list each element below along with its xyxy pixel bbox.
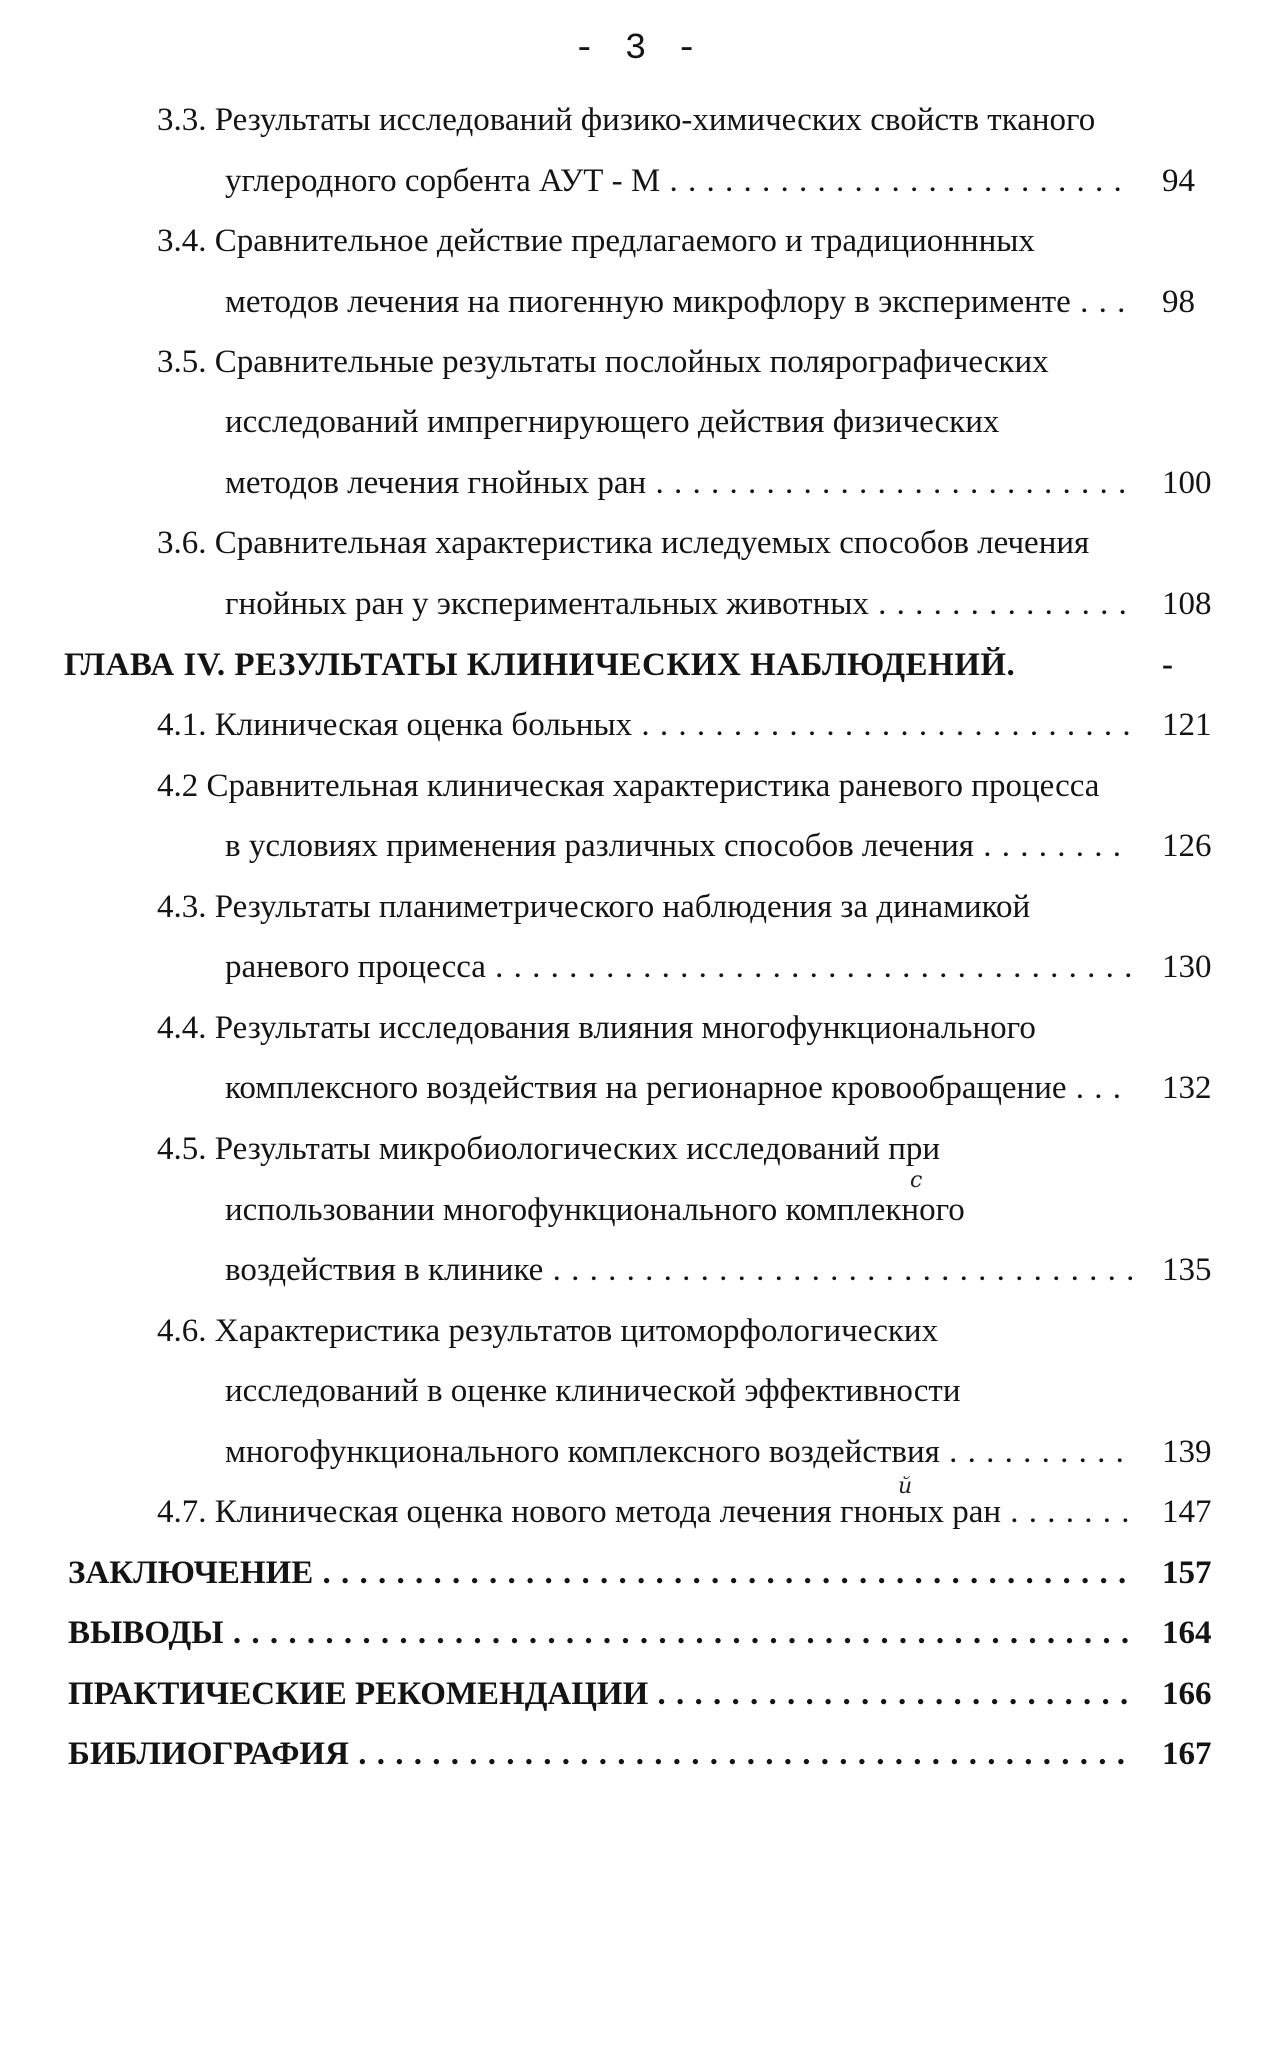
toc-entry-text: методов лечения на пиогенную микрофлору в эксперименте . . . — [225, 277, 1133, 327]
toc-entry-text: исследований импрегнирующего действия физических — [225, 404, 1000, 440]
toc-chapter-4 — [0, 640, 1275, 690]
toc-entry-4-4-line-2 — [0, 1063, 1275, 1113]
toc-page-number: 126 — [1162, 828, 1212, 864]
toc-page-number: - — [1162, 647, 1174, 683]
toc-entry-text: многофункционального комплексного воздействия . . . — [225, 1427, 1133, 1477]
toc-bibliography — [0, 1729, 1275, 1779]
section-title: БИБЛИОГРАФИЯ . . . — [68, 1729, 1133, 1779]
toc-entry-3-3-line-1 — [0, 95, 1275, 145]
toc-entry-text: 3.6. Сравнительная характеристика иследуемых способов лечения — [157, 525, 1090, 561]
toc-entry-text: в условиях применения различных способов лечения . . . — [225, 821, 1133, 871]
toc-entry-4-6-line-1 — [0, 1306, 1275, 1356]
section-title: ПРАКТИЧЕСКИЕ РЕКОМЕНДАЦИИ . . . — [68, 1669, 1133, 1719]
toc-entry-3-3-line-2 — [0, 156, 1275, 206]
toc-entry-text: 3.3. Результаты исследований физико-химических свойств тканого — [157, 102, 1096, 138]
toc-entry-text: 4.7. Клиническая оценка нового метода лечения гноных ран . . . — [157, 1487, 1133, 1537]
toc-findings — [0, 1608, 1275, 1658]
toc-entry-text: использовании многофункционального комплекного — [225, 1192, 965, 1228]
toc-entry-3-4-line-2 — [0, 277, 1275, 327]
toc-entry-4-5-line-1 — [0, 1124, 1275, 1174]
toc-entry-text: 4.5. Результаты микробиологических исследований при — [157, 1131, 941, 1167]
toc-page-number: 167 — [1162, 1736, 1212, 1772]
toc-entry-4-2-line-1 — [0, 761, 1275, 811]
toc-entry-text: комплексного воздействия на регионарное кровообращение . . . — [225, 1063, 1133, 1113]
chapter-title: ГЛАВА IV. РЕЗУЛЬТАТЫ КЛИНИЧЕСКИХ НАБЛЮДЕНИЙ. — [64, 647, 1016, 683]
toc-entry-text: 3.4. Сравнительное действие предлагаемого и традиционнных — [157, 223, 1035, 259]
toc-entry-3-5-line-2 — [0, 397, 1275, 447]
toc-entry-4-5-line-2 — [0, 1185, 1275, 1235]
handwritten-correction: с — [910, 1168, 923, 1193]
toc-entry-4-7 — [0, 1487, 1275, 1537]
toc-page-number: 130 — [1162, 949, 1212, 985]
toc-page-number: 98 — [1162, 284, 1195, 320]
toc-entry-4-1 — [0, 700, 1275, 750]
toc-entry-4-4-line-1 — [0, 1003, 1275, 1053]
toc-page-number: 166 — [1162, 1676, 1212, 1712]
toc-entry-4-6-line-2 — [0, 1366, 1275, 1416]
toc-recommendations — [0, 1669, 1275, 1719]
toc-entry-4-3-line-2 — [0, 942, 1275, 992]
toc-entry-3-5-line-1 — [0, 337, 1275, 387]
toc-entry-text: углеродного сорбента АУТ - М . . . — [225, 156, 1133, 206]
toc-page-number: 108 — [1162, 586, 1212, 622]
toc-page-number: 157 — [1162, 1555, 1212, 1591]
section-title: ВЫВОДЫ . . . — [68, 1608, 1133, 1658]
toc-entry-4-6-line-3 — [0, 1427, 1275, 1477]
toc-entry-text: 4.1. Клиническая оценка больных . . . — [157, 700, 1133, 750]
toc-entry-text: 3.5. Сравнительные результаты послойных полярографических — [157, 344, 1049, 380]
toc-page-number: 139 — [1162, 1434, 1212, 1470]
handwritten-correction: й — [898, 1474, 913, 1499]
toc-entry-text: 4.2 Сравнительная клиническая характеристика раневого процесса — [157, 768, 1100, 804]
toc-entry-3-4-line-1 — [0, 216, 1275, 266]
toc-entry-text: исследований в оценке клинической эффективности — [225, 1373, 961, 1409]
toc-page-number: 100 — [1162, 465, 1212, 501]
toc-entry-3-5-line-3 — [0, 458, 1275, 508]
section-title: ЗАКЛЮЧЕНИЕ . . . — [68, 1548, 1133, 1598]
toc-entry-text: раневого процесса . . . — [225, 942, 1133, 992]
toc-page-number: 135 — [1162, 1252, 1212, 1288]
toc-entry-text: методов лечения гнойных ран . . . — [225, 458, 1133, 508]
toc-conclusion — [0, 1548, 1275, 1598]
toc-entry-4-3-line-1 — [0, 882, 1275, 932]
toc-page-number: 94 — [1162, 163, 1195, 199]
toc-page-number: 132 — [1162, 1070, 1212, 1106]
toc-entry-text: 4.6. Характеристика результатов цитоморфологических — [157, 1313, 939, 1349]
toc-entry-text: 4.4. Результаты исследования влияния многофункционального — [157, 1010, 1036, 1046]
toc-entry-text: 4.3. Результаты планиметрического наблюдения за динамикой — [157, 889, 1031, 925]
toc-entry-text: гнойных ран у экспериментальных животных . . . — [225, 579, 1133, 629]
toc-entry-4-2-line-2 — [0, 821, 1275, 871]
toc-entry-text: воздействия в клинике . . . — [225, 1245, 1133, 1295]
page-number: - 3 - — [573, 28, 702, 69]
toc-page-number: 164 — [1162, 1615, 1212, 1651]
toc-entry-3-6-line-1 — [0, 518, 1275, 568]
toc-entry-4-5-line-3 — [0, 1245, 1275, 1295]
toc-entry-3-6-line-2 — [0, 579, 1275, 629]
toc-page-number: 147 — [1162, 1494, 1212, 1530]
toc-page-number: 121 — [1162, 707, 1212, 743]
